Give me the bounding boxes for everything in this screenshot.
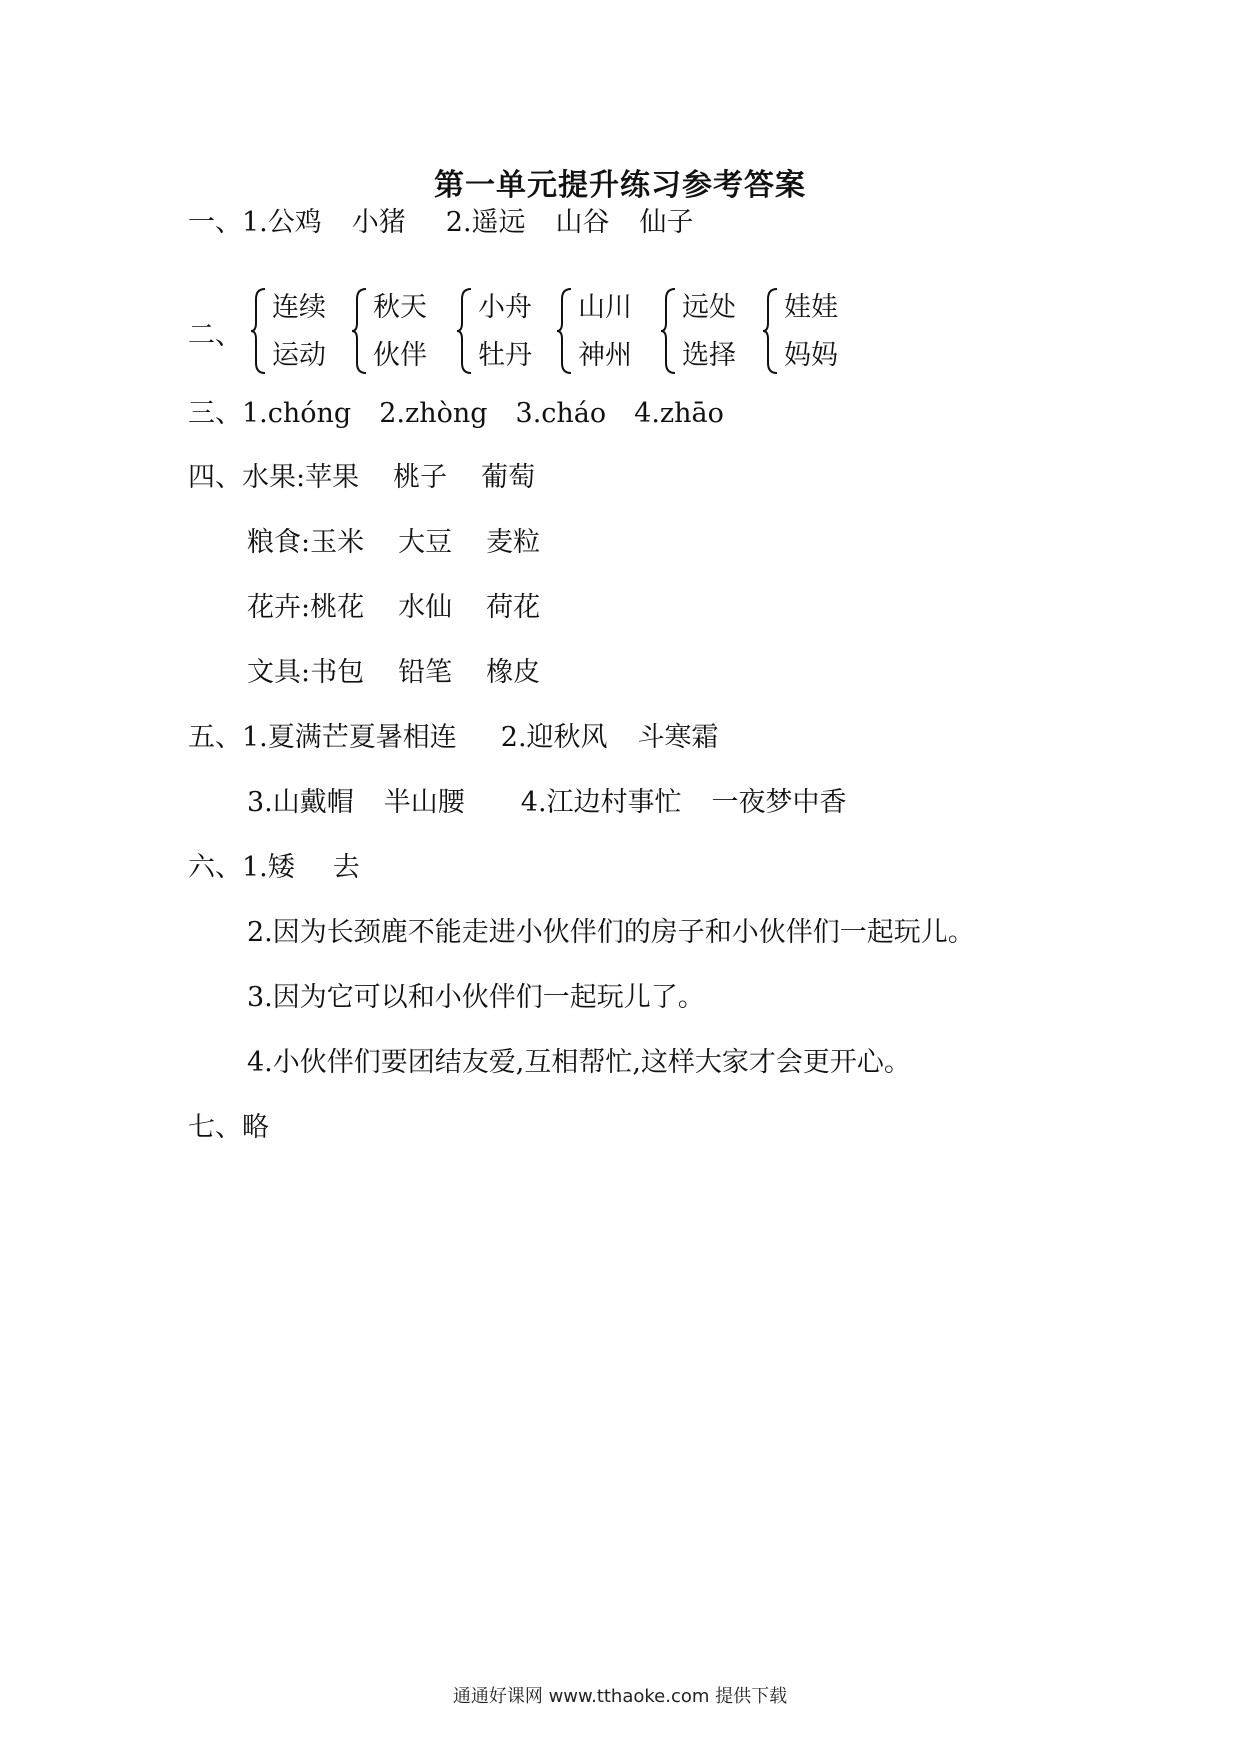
answer-item: 仙子 [639, 207, 694, 238]
answer-item: 略 [242, 1112, 269, 1143]
question-5-line-2 [247, 785, 847, 821]
answer-item: 2.迎秋风 [500, 722, 608, 753]
question-4-row [247, 525, 540, 561]
answer-item: 麦粒 [486, 527, 541, 558]
brace-icon [660, 287, 680, 375]
answer-item: 荷花 [486, 592, 541, 623]
answer-item: 1.公鸡 [242, 207, 322, 238]
question-number: 七、 [188, 1112, 242, 1143]
answer-item: 桃子 [393, 462, 448, 493]
footer-note: 通通好课网 www.tthaoke.com 提供下载 [452, 1686, 788, 1707]
answer-item: 3.山戴帽 [247, 787, 354, 818]
answer-item: 斗寒霜 [637, 722, 719, 753]
pair-word-bottom: 妈妈 [784, 340, 838, 371]
question-number: 六、 [188, 852, 242, 883]
answer-item: 4.江边村事忙 [520, 787, 682, 818]
question-6-answer-2: 2.因为长颈鹿不能走进小伙伴们的房子和小伙伴们一起玩儿。 [247, 917, 975, 948]
answer-item: 大豆 [398, 527, 453, 558]
answer-item: 山谷 [555, 207, 610, 238]
pair-word-top: 远处 [682, 292, 736, 323]
answer-item: 一夜梦中香 [711, 787, 847, 818]
answer-item: 2.zhòng [379, 398, 488, 429]
category-label: 花卉: [247, 592, 311, 623]
answer-item: 1.矮 [242, 852, 295, 883]
question-number: 一、 [188, 207, 242, 238]
page-title: 第一单元提升练习参考答案 [434, 168, 806, 203]
question-6-answer-4: 4.小伙伴们要团结友爱,互相帮忙,这样大家才会更开心。 [247, 1047, 911, 1078]
pair-word-bottom: 伙伴 [373, 340, 427, 371]
question-4-row [247, 655, 540, 691]
pair-word-bottom: 选择 [682, 340, 736, 371]
pair-word-top: 连续 [272, 292, 326, 323]
brace-icon [456, 287, 476, 375]
answer-item: 1.chóng [242, 398, 352, 429]
answer-item: 橡皮 [486, 657, 541, 688]
answer-item: 去 [332, 852, 360, 883]
brace-icon [250, 287, 270, 375]
question-number: 五、 [188, 722, 242, 753]
pair-word-bottom: 神州 [578, 340, 632, 371]
answer-item: 水仙 [398, 592, 453, 623]
question-number: 二、 [188, 320, 242, 351]
question-4-row [188, 460, 535, 496]
brace-icon [351, 287, 371, 375]
category-label: 水果: [242, 462, 306, 493]
answer-item: 葡萄 [481, 462, 536, 493]
answer-item: 2.遥远 [445, 207, 526, 238]
category-label: 粮食: [247, 527, 311, 558]
brace-icon [556, 287, 576, 375]
question-5-line-1 [188, 720, 719, 756]
question-6-answer-3: 3.因为它可以和小伙伴们一起玩儿了。 [247, 982, 705, 1013]
pair-word-bottom: 运动 [272, 340, 326, 371]
pair-word-top: 秋天 [373, 292, 427, 323]
answer-item: 铅笔 [398, 657, 453, 688]
category-label: 文具: [247, 657, 311, 688]
question-number: 四、 [188, 462, 242, 493]
answer-item: 桃花 [310, 592, 365, 623]
question-4-row [247, 590, 540, 626]
answer-item: 小猪 [351, 207, 406, 238]
question-7 [188, 1110, 269, 1146]
answer-item: 玉米 [310, 527, 365, 558]
pair-word-top: 娃娃 [784, 292, 838, 323]
brace-icon [762, 287, 782, 375]
answer-item: 1.夏满芒夏暑相连 [242, 722, 457, 753]
answer-item: 3.cháo [515, 398, 607, 429]
question-number: 三、 [188, 398, 242, 429]
answer-item: 苹果 [305, 462, 360, 493]
question-3 [188, 396, 724, 432]
pair-word-top: 小舟 [478, 292, 532, 323]
answer-item: 半山腰 [383, 787, 465, 818]
answer-item: 书包 [310, 657, 365, 688]
pair-word-top: 山川 [578, 292, 632, 323]
question-6-answer-1 [188, 850, 360, 886]
question-1 [188, 205, 694, 241]
pair-word-bottom: 牡丹 [478, 340, 532, 371]
answer-item: 4.zhāo [634, 398, 724, 429]
